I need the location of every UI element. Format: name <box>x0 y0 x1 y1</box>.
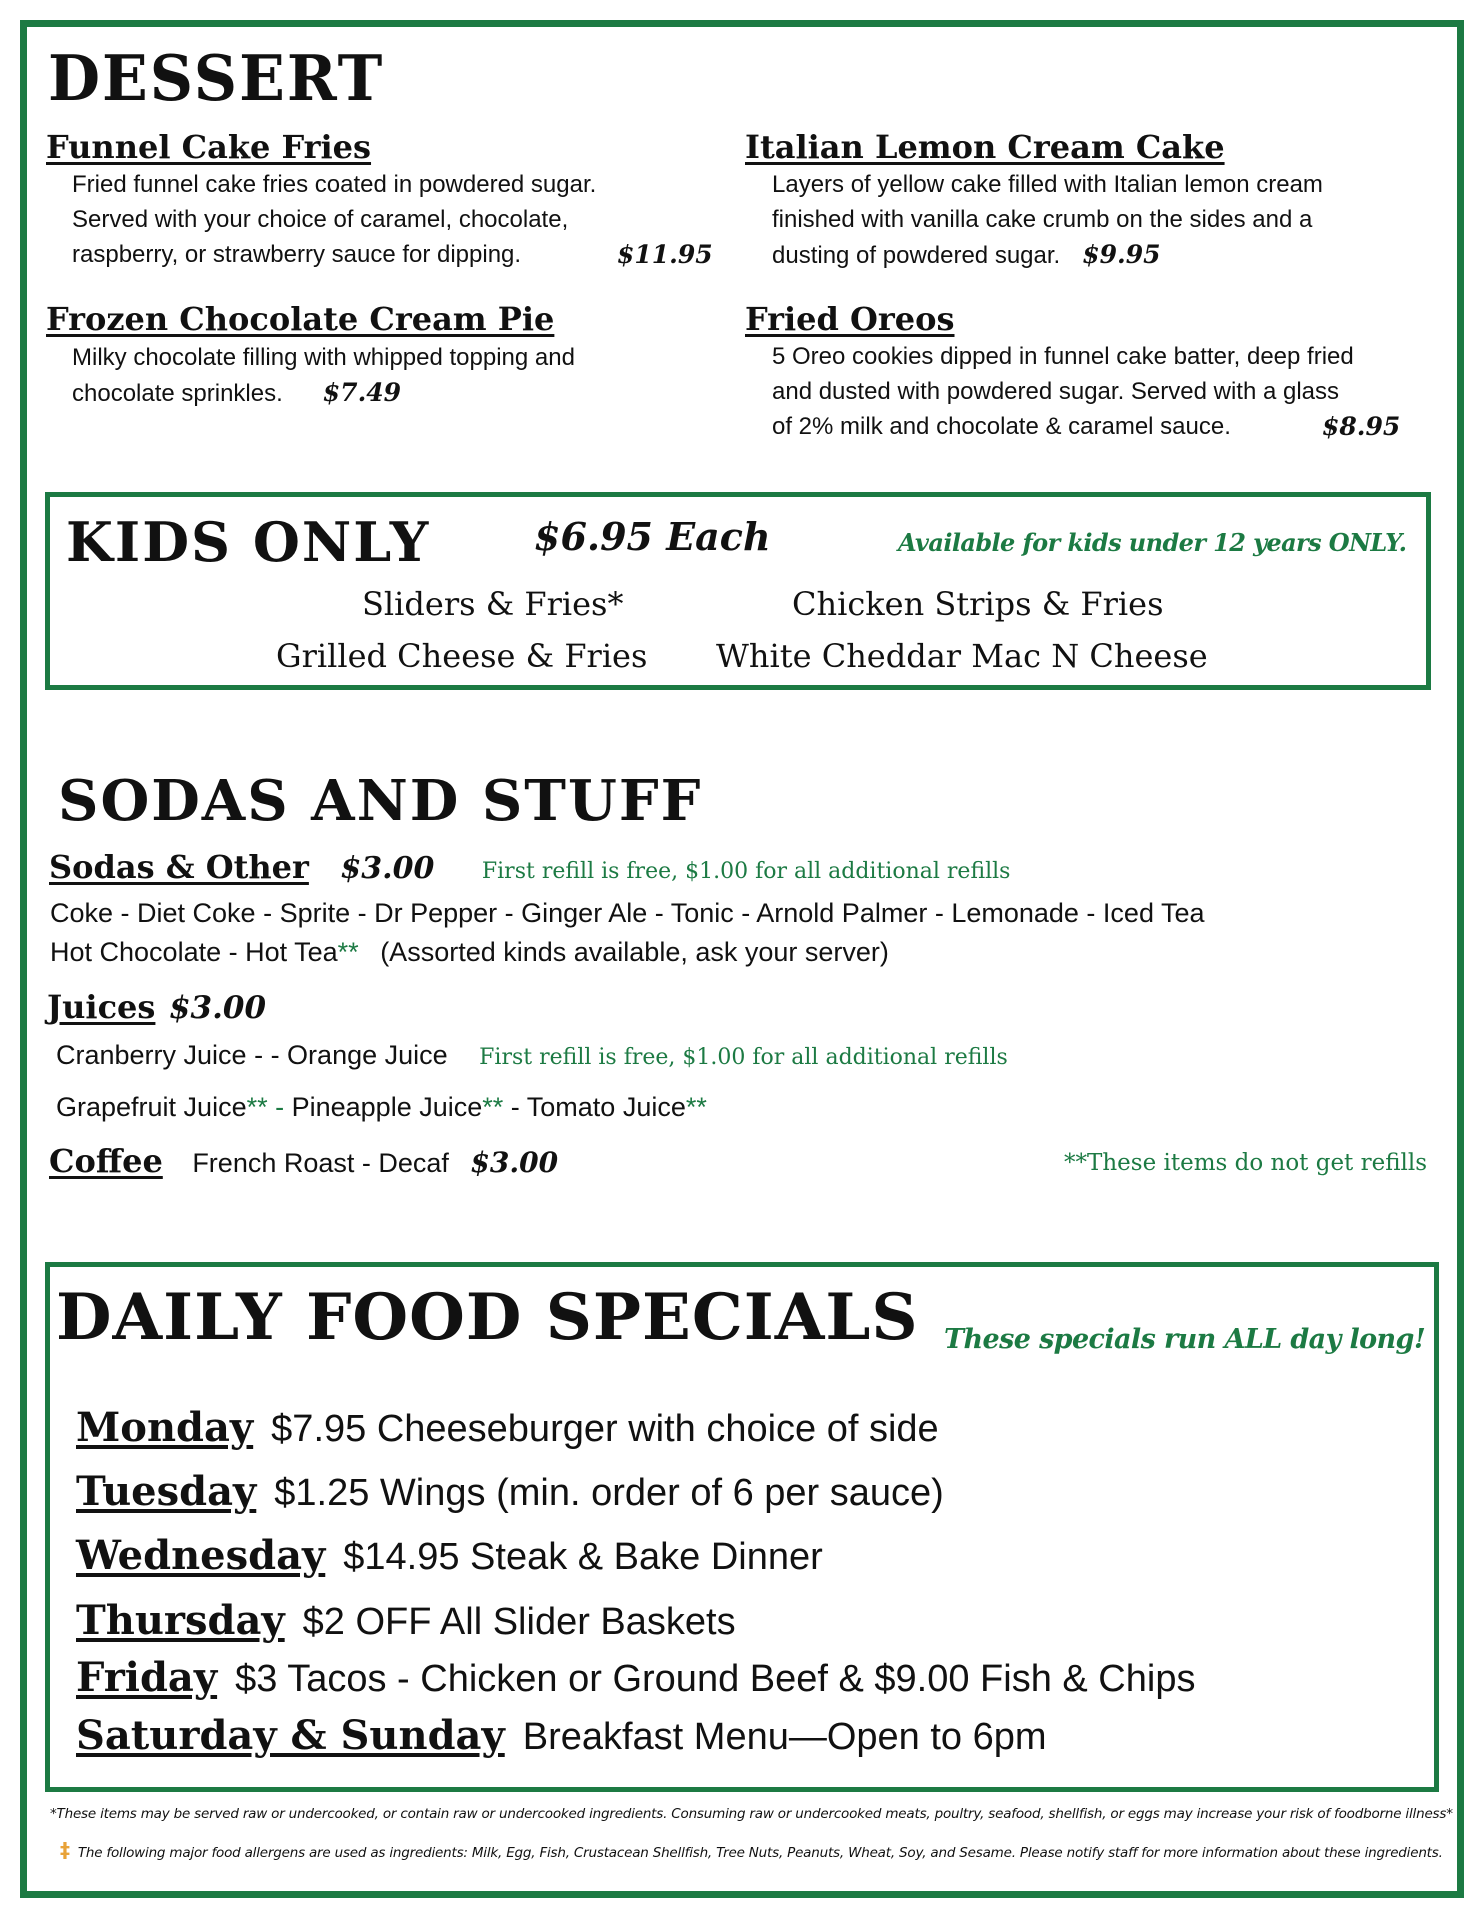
special-row <box>76 1712 1047 1759</box>
special-row <box>76 1532 823 1579</box>
kids-menu-item: White Cheddar Mac N Cheese <box>716 637 1208 675</box>
special-day: Tuesday <box>76 1468 257 1515</box>
special-text: $7.95 Cheeseburger with choice of side <box>271 1408 939 1450</box>
soda-list: Hot Chocolate - Hot Tea** (Assorted kinds available, ask your server) <box>50 937 889 967</box>
special-text: $1.25 Wings (min. order of 6 per sauce) <box>274 1472 944 1514</box>
dessert-item-desc: Fried funnel cake fries coated in powdered sugar. Served with your choice of caramel, chocolate, raspberry, or strawberry sauce for dipping. $11.95 <box>72 167 712 272</box>
special-day: Friday <box>76 1654 218 1701</box>
sodas-price: $3.00 <box>340 851 435 886</box>
coffee-row <box>49 1142 558 1180</box>
no-refill-note: **These items do not get refills <box>1064 1150 1428 1176</box>
dessert-item-price: $9.95 <box>1082 240 1161 269</box>
kids-price: $6.95 Each <box>534 514 771 559</box>
specials-note: These specials run ALL day long! <box>944 1324 1426 1355</box>
juice-refill-note: First refill is free, $1.00 for all additional refills <box>479 1045 1008 1070</box>
dessert-item-desc: Layers of yellow cake filled with Italian lemon cream finished with vanilla cake crumb on the sides and a dusting of powdered sugar. $9.95 <box>772 171 1323 269</box>
juice-list: Grapefruit Juice** - Pineapple Juice** - Tomato Juice** <box>56 1092 707 1122</box>
kids-heading: KIDS ONLY <box>66 510 431 574</box>
dessert-item-desc: 5 Oreo cookies dipped in funnel cake batter, deep fried and dusted with powdered sugar. Served with a glass of 2% milk and chocolate & caramel sauce. $8.95 <box>772 339 1432 444</box>
special-text: $14.95 Steak & Bake Dinner <box>343 1536 823 1578</box>
dessert-item-title: Frozen Chocolate Cream Pie <box>46 300 555 338</box>
dessert-item-desc: Milky chocolate filling with whipped topping and chocolate sprinkles. $7.49 <box>72 344 575 407</box>
juices-row <box>47 988 266 1026</box>
sodas-label: Sodas & Other <box>49 848 309 886</box>
special-row <box>76 1468 944 1515</box>
sodas-heading: SODAS AND STUFF <box>58 768 703 834</box>
dessert-item-price: $7.49 <box>322 378 402 407</box>
sodas-refill-note: First refill is free, $1.00 for all additional refills <box>481 859 1011 884</box>
footer-disclaimer: *These items may be served raw or undercooked, or contain raw or undercooked ingredients. Consuming raw or undercooked meats, poultry, seafood, shellfish, or eggs may increase your risk of foodborne illness* <box>50 1806 1453 1822</box>
specials-heading: DAILY FOOD SPECIALS <box>56 1280 919 1355</box>
dagger-icon: ‡ <box>60 1838 70 1862</box>
special-day: Monday <box>76 1404 254 1451</box>
dessert-item-title: Fried Oreos <box>745 300 955 338</box>
kids-menu-item: Sliders & Fries* <box>362 585 624 623</box>
special-row <box>76 1404 939 1451</box>
special-text: Breakfast Menu—Open to 6pm <box>522 1716 1047 1758</box>
dessert-item-title: Italian Lemon Cream Cake <box>745 128 1225 166</box>
dessert-item-title: Funnel Cake Fries <box>46 128 372 166</box>
coffee-label: Coffee <box>49 1142 163 1180</box>
special-day: Saturday & Sunday <box>76 1712 505 1759</box>
footer-allergens: ‡ The following major food allergens are used as ingredients: Milk, Egg, Fish, Crustacean Shellfish, Tree Nuts, Peanuts, Wheat, Soy, and Sesame. Please notify staff for more information about these ingredients. <box>60 1838 1443 1862</box>
kids-menu-item: Grilled Cheese & Fries <box>276 637 648 675</box>
special-text: $2 OFF All Slider Baskets <box>302 1601 736 1643</box>
kids-menu-item: Chicken Strips & Fries <box>792 585 1164 623</box>
special-text: $3 Tacos - Chicken or Ground Beef & $9.00 Fish & Chips <box>235 1658 1196 1700</box>
juice-list: Cranberry Juice - - Orange Juice First refill is free, $1.00 for all additional refills <box>56 1040 1008 1070</box>
sodas-row <box>49 848 1010 886</box>
special-row <box>76 1597 736 1644</box>
special-day: Thursday <box>76 1597 285 1644</box>
soda-list: Coke - Diet Coke - Sprite - Dr Pepper - Ginger Ale - Tonic - Arnold Palmer - Lemonade - Iced Tea <box>50 898 1205 928</box>
juices-price: $3.00 <box>168 990 267 1026</box>
dessert-heading: DESSERT <box>48 42 385 116</box>
special-row <box>76 1654 1195 1701</box>
dessert-item-price: $8.95 <box>1322 412 1401 441</box>
dessert-item-price: $11.95 <box>617 240 713 269</box>
juices-label: Juices <box>47 988 156 1026</box>
special-day: Wednesday <box>76 1532 326 1579</box>
coffee-items: French Roast - Decaf <box>192 1148 449 1178</box>
kids-note: Available for kids under 12 years ONLY. <box>898 528 1407 557</box>
coffee-price: $3.00 <box>470 1146 559 1179</box>
